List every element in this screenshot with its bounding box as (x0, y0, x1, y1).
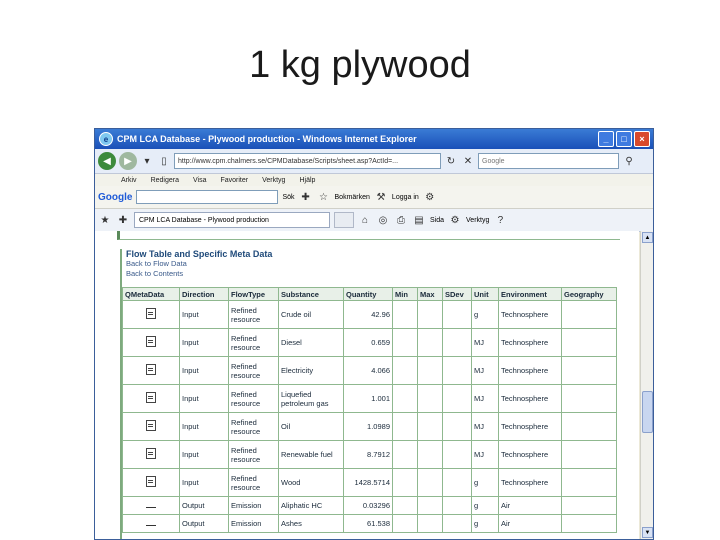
address-toolbar (95, 149, 653, 174)
document-icon[interactable] (146, 336, 156, 347)
substance-cell: Renewable fuel (279, 441, 344, 469)
flowtype-cell: Refined resource (229, 357, 279, 385)
min-cell (393, 469, 418, 497)
geography-cell (562, 441, 617, 469)
column-header: Substance (279, 288, 344, 301)
max-cell (418, 497, 443, 515)
min-cell (393, 413, 418, 441)
sdev-cell (443, 413, 472, 441)
direction-cell: Input (180, 413, 229, 441)
unit-cell: MJ (472, 357, 499, 385)
unit-cell: g (472, 497, 499, 515)
quantity-cell: 1.001 (344, 385, 393, 413)
browser-window (94, 128, 654, 540)
menu-item[interactable]: Redigera (150, 176, 179, 184)
menu-item[interactable]: Arkiv (121, 176, 137, 184)
environment-cell: Technosphere (499, 357, 562, 385)
quantity-cell: 1428.5714 (344, 469, 393, 497)
address-bar[interactable]: http://www.cpm.chalmers.se/CPMDatabase/Scripts/sheet.asp?ActId=... (174, 153, 441, 169)
document-icon[interactable] (146, 476, 156, 487)
column-header: FlowType (229, 288, 279, 301)
google-search-input[interactable] (136, 190, 278, 204)
forward-button[interactable]: ▶ (119, 152, 137, 170)
quantity-cell: 61.538 (344, 515, 393, 533)
vertical-scrollbar[interactable] (640, 231, 653, 539)
direction-cell: Input (180, 469, 229, 497)
help-icon[interactable]: ? (497, 214, 504, 226)
new-tab-button[interactable] (334, 212, 354, 228)
favorites-star-icon[interactable]: ★ (100, 214, 110, 226)
flowtype-cell: Refined resource (229, 301, 279, 329)
max-cell (418, 469, 443, 497)
column-header: Min (393, 288, 418, 301)
max-cell (418, 515, 443, 533)
environment-cell: Technosphere (499, 469, 562, 497)
menu-bar (95, 174, 653, 186)
geography-cell (562, 497, 617, 515)
table-row (123, 301, 617, 329)
back-button[interactable]: ◀ (98, 152, 116, 170)
table-row (123, 515, 617, 533)
min-cell (393, 515, 418, 533)
google-logo: Google (98, 191, 133, 203)
flowtype-cell: Emission (229, 515, 279, 533)
dropdown-arrow-icon[interactable]: ▾ (144, 155, 150, 167)
refresh-icon[interactable]: ↻ (446, 155, 456, 167)
environment-cell: Technosphere (499, 329, 562, 357)
page-menu-button[interactable]: Sida (430, 216, 445, 224)
column-header: QMetaData (123, 288, 180, 301)
tab-bar (95, 209, 653, 232)
substance-cell: Oil (279, 413, 344, 441)
min-cell (393, 441, 418, 469)
dash-icon[interactable] (146, 507, 156, 508)
flowtype-cell: Refined resource (229, 413, 279, 441)
column-header: Quantity (344, 288, 393, 301)
google-toolbar (95, 186, 653, 209)
unit-cell: g (472, 515, 499, 533)
substance-cell: Crude oil (279, 301, 344, 329)
settings-icon[interactable]: ⚙ (425, 191, 435, 203)
wrench-icon[interactable]: ⚒ (376, 191, 386, 203)
document-icon[interactable] (146, 420, 156, 431)
geography-cell (562, 515, 617, 533)
menu-item[interactable]: Verktyg (262, 176, 286, 184)
environment-cell: Technosphere (499, 385, 562, 413)
table-row (123, 329, 617, 357)
column-header: Environment (499, 288, 562, 301)
table-row (123, 497, 617, 515)
sdev-cell (443, 329, 472, 357)
direction-cell: Output (180, 515, 229, 533)
quantity-cell: 4.066 (344, 357, 393, 385)
column-header: Max (418, 288, 443, 301)
home-icon[interactable]: ⌂ (361, 214, 369, 226)
panel-heading: Flow Table and Specific Meta Data (126, 249, 273, 259)
add-favorite-icon[interactable]: ✚ (118, 214, 128, 226)
flow-table-panel (120, 249, 622, 539)
document-icon[interactable] (146, 364, 156, 375)
direction-cell: Input (180, 301, 229, 329)
column-header: Geography (562, 288, 617, 301)
google-search-button[interactable]: Sök (282, 193, 295, 201)
tools-icon[interactable]: ⚙ (450, 214, 460, 226)
quantity-cell: 0.03296 (344, 497, 393, 515)
print-icon[interactable]: ⎙ (397, 214, 405, 226)
unit-cell: MJ (472, 329, 499, 357)
geography-cell (562, 385, 617, 413)
quantity-cell: 42.96 (344, 301, 393, 329)
sdev-cell (443, 385, 472, 413)
sdev-cell (443, 497, 472, 515)
page-content (95, 231, 639, 539)
flowtype-cell: Refined resource (229, 329, 279, 357)
sdev-cell (443, 515, 472, 533)
sdev-cell (443, 301, 472, 329)
maximize-button[interactable]: □ (616, 131, 632, 147)
search-icon[interactable]: ⚲ (625, 155, 633, 167)
window-title: CPM LCA Database - Plywood production - Windows Internet Explorer (117, 134, 417, 144)
direction-cell: Input (180, 357, 229, 385)
environment-cell: Technosphere (499, 301, 562, 329)
sdev-cell (443, 357, 472, 385)
stop-icon[interactable]: ✕ (463, 155, 473, 167)
min-cell (393, 497, 418, 515)
column-header: SDev (443, 288, 472, 301)
menu-item[interactable]: Visa (192, 176, 207, 184)
direction-cell: Input (180, 329, 229, 357)
back-to-contents-link[interactable]: Back to Contents (126, 269, 184, 278)
puzzle-icon[interactable]: ✚ (301, 191, 310, 203)
ie-logo-icon: e (99, 132, 113, 146)
geography-cell (562, 469, 617, 497)
direction-cell: Input (180, 385, 229, 413)
geography-cell (562, 301, 617, 329)
sdev-cell (443, 469, 472, 497)
column-header: Unit (472, 288, 499, 301)
environment-cell: Technosphere (499, 413, 562, 441)
tools-menu-button[interactable]: Verktyg (466, 216, 490, 224)
close-button[interactable]: × (634, 131, 650, 147)
direction-cell: Input (180, 441, 229, 469)
unit-cell: g (472, 301, 499, 329)
flowtype-cell: Emission (229, 497, 279, 515)
flow-table (122, 287, 617, 533)
quantity-cell: 8.7912 (344, 441, 393, 469)
column-header: Direction (180, 288, 229, 301)
min-cell (393, 301, 418, 329)
dash-icon[interactable] (146, 525, 156, 526)
environment-cell: Technosphere (499, 441, 562, 469)
page-icon: ▯ (161, 155, 167, 167)
table-header-row (123, 288, 617, 301)
panel-top-border (117, 231, 620, 240)
environment-cell: Air (499, 515, 562, 533)
unit-cell: g (472, 469, 499, 497)
feeds-icon[interactable]: ◎ (378, 214, 388, 226)
substance-cell: Ashes (279, 515, 344, 533)
menu-item[interactable]: Hjälp (299, 176, 316, 184)
unit-cell: MJ (472, 441, 499, 469)
slide-title: 1 kg plywood (249, 44, 471, 86)
bookmarks-button[interactable]: Bokmärken (334, 193, 370, 201)
minimize-button[interactable]: _ (598, 131, 614, 147)
environment-cell: Air (499, 497, 562, 515)
min-cell (393, 385, 418, 413)
substance-cell: Wood (279, 469, 344, 497)
unit-cell: MJ (472, 385, 499, 413)
substance-cell: Liquefied petroleum gas (279, 385, 344, 413)
substance-cell: Diesel (279, 329, 344, 357)
flowtype-cell: Refined resource (229, 441, 279, 469)
table-row (123, 357, 617, 385)
login-button[interactable]: Logga in (391, 193, 419, 201)
max-cell (418, 329, 443, 357)
tab-active[interactable]: CPM LCA Database - Plywood production (134, 212, 330, 228)
unit-cell: MJ (472, 413, 499, 441)
page-menu-icon[interactable]: ▤ (414, 214, 424, 226)
scroll-up-arrow-icon[interactable]: ▲ (642, 232, 653, 243)
document-icon[interactable] (146, 392, 156, 403)
document-icon[interactable] (146, 308, 156, 319)
geography-cell (562, 413, 617, 441)
substance-cell: Electricity (279, 357, 344, 385)
direction-cell: Output (180, 497, 229, 515)
table-row (123, 413, 617, 441)
quantity-cell: 1.0989 (344, 413, 393, 441)
star-icon[interactable]: ☆ (319, 191, 328, 203)
sdev-cell (443, 441, 472, 469)
scroll-thumb[interactable] (642, 391, 653, 433)
back-to-flow-data-link[interactable]: Back to Flow Data (126, 259, 187, 268)
menu-item[interactable]: Favoriter (220, 176, 249, 184)
document-icon[interactable] (146, 448, 156, 459)
flowtype-cell: Refined resource (229, 385, 279, 413)
max-cell (418, 441, 443, 469)
max-cell (418, 413, 443, 441)
scroll-down-arrow-icon[interactable]: ▼ (642, 527, 653, 538)
table-row (123, 441, 617, 469)
max-cell (418, 385, 443, 413)
table-row (123, 469, 617, 497)
geography-cell (562, 329, 617, 357)
substance-cell: Aliphatic HC (279, 497, 344, 515)
table-row (123, 385, 617, 413)
max-cell (418, 301, 443, 329)
min-cell (393, 357, 418, 385)
search-input[interactable]: Google (478, 153, 619, 169)
flowtype-cell: Refined resource (229, 469, 279, 497)
geography-cell (562, 357, 617, 385)
max-cell (418, 357, 443, 385)
title-bar (95, 129, 653, 149)
quantity-cell: 0.659 (344, 329, 393, 357)
min-cell (393, 329, 418, 357)
